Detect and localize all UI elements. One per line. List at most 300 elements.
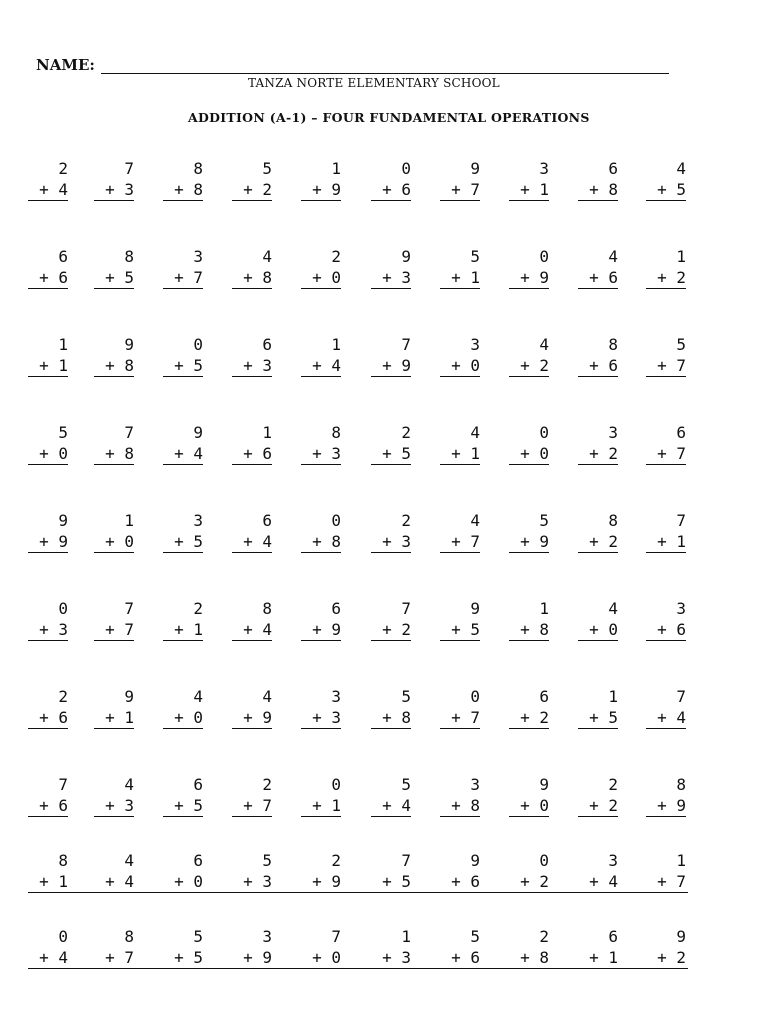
first-addend: 1: [331, 335, 341, 354]
second-addend: + 8: [440, 796, 480, 817]
second-addend: + 9: [509, 268, 549, 289]
second-addend: + 7: [440, 532, 480, 553]
addition-problem: [163, 246, 203, 289]
addition-problem: [28, 598, 68, 641]
addition-problem: [232, 334, 272, 377]
second-addend: + 4: [578, 872, 618, 893]
first-addend: 8: [58, 851, 68, 870]
addition-problem: [28, 926, 68, 969]
first-addend: 3: [193, 247, 203, 266]
first-addend: 2: [539, 927, 549, 946]
first-addend: 6: [262, 335, 272, 354]
addition-problem: [94, 686, 134, 729]
addition-problem: [28, 158, 68, 201]
addition-problem: [163, 158, 203, 201]
second-addend: + 1: [440, 268, 480, 289]
addition-problem: [301, 926, 341, 969]
first-addend: 1: [676, 851, 686, 870]
addition-problem: [232, 926, 272, 969]
second-addend: + 4: [232, 532, 272, 553]
first-addend: 1: [331, 159, 341, 178]
first-addend: 0: [193, 335, 203, 354]
first-addend: 1: [58, 335, 68, 354]
name-label: NAME:: [36, 56, 95, 74]
first-addend: 5: [193, 927, 203, 946]
first-addend: 2: [58, 159, 68, 178]
addition-problem: [646, 598, 686, 641]
second-addend: + 2: [578, 796, 618, 817]
second-addend: + 6: [578, 268, 618, 289]
addition-problem: [163, 774, 203, 817]
first-addend: 2: [331, 247, 341, 266]
first-addend: 8: [676, 775, 686, 794]
addition-problem: [646, 422, 686, 465]
first-addend: 2: [608, 775, 618, 794]
second-addend: + 1: [301, 796, 341, 817]
first-addend: 0: [539, 423, 549, 442]
first-addend: 9: [676, 927, 686, 946]
second-addend: + 7: [646, 872, 686, 893]
first-addend: 9: [401, 247, 411, 266]
second-addend: + 1: [578, 948, 618, 969]
second-addend: + 4: [371, 796, 411, 817]
addition-problem: [440, 926, 480, 969]
second-addend: + 4: [163, 444, 203, 465]
second-addend: + 9: [646, 796, 686, 817]
first-addend: 9: [193, 423, 203, 442]
addition-problem: [301, 510, 341, 553]
addition-problem: [646, 926, 686, 969]
addition-problem: [578, 686, 618, 729]
second-addend: + 3: [301, 444, 341, 465]
first-addend: 0: [58, 927, 68, 946]
addition-problem: [232, 510, 272, 553]
first-addend: 5: [401, 687, 411, 706]
second-addend: + 6: [28, 796, 68, 817]
first-addend: 3: [193, 511, 203, 530]
first-addend: 6: [608, 159, 618, 178]
first-addend: 5: [401, 775, 411, 794]
first-addend: 3: [608, 851, 618, 870]
first-addend: 4: [676, 159, 686, 178]
first-addend: 5: [539, 511, 549, 530]
addition-problem: [301, 158, 341, 201]
first-addend: 2: [193, 599, 203, 618]
second-addend: + 5: [646, 180, 686, 201]
addition-problem: [509, 850, 549, 893]
addition-problem: [232, 158, 272, 201]
second-addend: + 4: [646, 708, 686, 729]
second-addend: + 8: [94, 356, 134, 377]
addition-problem: [232, 686, 272, 729]
addition-problem: [578, 926, 618, 969]
first-addend: 2: [401, 423, 411, 442]
second-addend: + 4: [301, 356, 341, 377]
addition-problem: [163, 850, 203, 893]
addition-problem: [578, 334, 618, 377]
first-addend: 8: [608, 335, 618, 354]
second-addend: + 3: [28, 620, 68, 641]
addition-problem: [94, 850, 134, 893]
first-addend: 1: [262, 423, 272, 442]
second-addend: + 9: [232, 948, 272, 969]
first-addend: 7: [124, 423, 134, 442]
second-addend: + 4: [28, 948, 68, 969]
addition-problem: [232, 598, 272, 641]
first-addend: 2: [401, 511, 411, 530]
first-addend: 7: [331, 927, 341, 946]
second-addend: + 8: [94, 444, 134, 465]
second-addend: + 0: [94, 532, 134, 553]
first-addend: 1: [608, 687, 618, 706]
addition-problem: [646, 774, 686, 817]
first-addend: 1: [539, 599, 549, 618]
second-addend: + 5: [371, 872, 411, 893]
first-addend: 0: [331, 511, 341, 530]
addition-problem: [578, 598, 618, 641]
second-addend: + 0: [509, 444, 549, 465]
second-addend: + 5: [163, 532, 203, 553]
first-addend: 7: [401, 335, 411, 354]
second-addend: + 3: [94, 796, 134, 817]
second-addend: + 9: [28, 532, 68, 553]
second-addend: + 3: [301, 708, 341, 729]
addition-problem: [440, 774, 480, 817]
first-addend: 7: [676, 687, 686, 706]
addition-problem: [163, 422, 203, 465]
addition-problem: [440, 598, 480, 641]
second-addend: + 8: [163, 180, 203, 201]
second-addend: + 5: [163, 356, 203, 377]
second-addend: + 6: [232, 444, 272, 465]
addition-problem: [440, 850, 480, 893]
second-addend: + 8: [232, 268, 272, 289]
second-addend: + 2: [232, 180, 272, 201]
first-addend: 6: [193, 775, 203, 794]
first-addend: 7: [124, 599, 134, 618]
addition-problem: [371, 686, 411, 729]
addition-problem: [371, 158, 411, 201]
addition-problem: [94, 510, 134, 553]
addition-problem: [94, 158, 134, 201]
addition-problem: [301, 334, 341, 377]
first-addend: 0: [58, 599, 68, 618]
addition-problem: [301, 774, 341, 817]
first-addend: 5: [262, 851, 272, 870]
second-addend: + 0: [28, 444, 68, 465]
first-addend: 8: [608, 511, 618, 530]
addition-problem: [440, 246, 480, 289]
addition-problem: [94, 246, 134, 289]
first-addend: 4: [124, 775, 134, 794]
addition-problem: [578, 510, 618, 553]
addition-problem: [28, 686, 68, 729]
first-addend: 1: [676, 247, 686, 266]
first-addend: 0: [401, 159, 411, 178]
second-addend: + 8: [509, 948, 549, 969]
second-addend: + 7: [646, 444, 686, 465]
addition-problem: [509, 246, 549, 289]
addition-problem: [578, 774, 618, 817]
second-addend: + 4: [28, 180, 68, 201]
second-addend: + 6: [28, 708, 68, 729]
second-addend: + 8: [371, 708, 411, 729]
first-addend: 4: [608, 599, 618, 618]
addition-problem: [509, 422, 549, 465]
first-addend: 3: [676, 599, 686, 618]
second-addend: + 0: [163, 872, 203, 893]
addition-problem: [232, 774, 272, 817]
second-addend: + 7: [440, 180, 480, 201]
addition-problem: [371, 422, 411, 465]
addition-problem: [440, 686, 480, 729]
second-addend: + 7: [94, 620, 134, 641]
second-addend: + 7: [440, 708, 480, 729]
addition-problem: [509, 334, 549, 377]
addition-problem: [94, 334, 134, 377]
addition-problem: [509, 158, 549, 201]
worksheet-title: ADDITION (A-1) – FOUR FUNDAMENTAL OPERATIONS: [188, 110, 590, 125]
first-addend: 6: [608, 927, 618, 946]
first-addend: 7: [401, 851, 411, 870]
first-addend: 2: [262, 775, 272, 794]
second-addend: + 3: [94, 180, 134, 201]
first-addend: 8: [262, 599, 272, 618]
first-addend: 6: [539, 687, 549, 706]
row-answer-line: [36, 892, 688, 893]
first-addend: 7: [401, 599, 411, 618]
second-addend: + 0: [509, 796, 549, 817]
addition-problem: [440, 510, 480, 553]
addition-problem: [578, 246, 618, 289]
addition-problem: [509, 926, 549, 969]
addition-problem: [646, 686, 686, 729]
second-addend: + 1: [440, 444, 480, 465]
first-addend: 4: [539, 335, 549, 354]
first-addend: 6: [58, 247, 68, 266]
first-addend: 5: [262, 159, 272, 178]
first-addend: 4: [262, 247, 272, 266]
addition-problem: [440, 422, 480, 465]
second-addend: + 9: [301, 180, 341, 201]
addition-problem: [646, 158, 686, 201]
addition-problem: [509, 510, 549, 553]
second-addend: + 9: [509, 532, 549, 553]
second-addend: + 6: [440, 948, 480, 969]
second-addend: + 2: [509, 356, 549, 377]
second-addend: + 5: [371, 444, 411, 465]
addition-problem: [163, 598, 203, 641]
second-addend: + 0: [163, 708, 203, 729]
second-addend: + 0: [578, 620, 618, 641]
addition-problem: [440, 334, 480, 377]
addition-problem: [301, 246, 341, 289]
second-addend: + 5: [163, 948, 203, 969]
second-addend: + 9: [301, 872, 341, 893]
first-addend: 0: [539, 247, 549, 266]
first-addend: 2: [58, 687, 68, 706]
second-addend: + 3: [371, 532, 411, 553]
first-addend: 3: [331, 687, 341, 706]
first-addend: 6: [331, 599, 341, 618]
addition-problem: [163, 686, 203, 729]
second-addend: + 4: [94, 872, 134, 893]
addition-problem: [578, 422, 618, 465]
second-addend: + 5: [440, 620, 480, 641]
second-addend: + 6: [440, 872, 480, 893]
first-addend: 8: [193, 159, 203, 178]
addition-problem: [371, 246, 411, 289]
addition-problem: [301, 850, 341, 893]
second-addend: + 2: [371, 620, 411, 641]
first-addend: 5: [58, 423, 68, 442]
second-addend: + 6: [578, 356, 618, 377]
addition-problem: [28, 774, 68, 817]
addition-problem: [28, 246, 68, 289]
addition-problem: [163, 334, 203, 377]
first-addend: 3: [470, 335, 480, 354]
second-addend: + 8: [509, 620, 549, 641]
second-addend: + 3: [232, 872, 272, 893]
second-addend: + 8: [301, 532, 341, 553]
addition-problem: [646, 334, 686, 377]
first-addend: 0: [470, 687, 480, 706]
row-answer-line: [36, 968, 688, 969]
first-addend: 4: [193, 687, 203, 706]
first-addend: 9: [58, 511, 68, 530]
first-addend: 8: [124, 927, 134, 946]
addition-problem: [440, 158, 480, 201]
first-addend: 4: [262, 687, 272, 706]
second-addend: + 2: [509, 708, 549, 729]
second-addend: + 3: [371, 948, 411, 969]
second-addend: + 5: [163, 796, 203, 817]
addition-problem: [509, 774, 549, 817]
addition-problem: [163, 510, 203, 553]
addition-problem: [28, 510, 68, 553]
first-addend: 5: [470, 927, 480, 946]
second-addend: + 7: [646, 356, 686, 377]
first-addend: 4: [608, 247, 618, 266]
first-addend: 9: [470, 159, 480, 178]
addition-problem: [371, 334, 411, 377]
addition-problem: [28, 334, 68, 377]
second-addend: + 2: [578, 532, 618, 553]
addition-problem: [301, 686, 341, 729]
first-addend: 7: [124, 159, 134, 178]
addition-problem: [371, 926, 411, 969]
second-addend: + 8: [578, 180, 618, 201]
second-addend: + 1: [28, 356, 68, 377]
first-addend: 4: [470, 511, 480, 530]
second-addend: + 5: [578, 708, 618, 729]
second-addend: + 9: [371, 356, 411, 377]
addition-problem: [301, 422, 341, 465]
second-addend: + 1: [163, 620, 203, 641]
addition-problem: [232, 246, 272, 289]
addition-problem: [94, 774, 134, 817]
second-addend: + 9: [232, 708, 272, 729]
addition-problem: [371, 774, 411, 817]
addition-problem: [371, 510, 411, 553]
first-addend: 3: [470, 775, 480, 794]
addition-problem: [578, 158, 618, 201]
first-addend: 7: [58, 775, 68, 794]
second-addend: + 1: [94, 708, 134, 729]
first-addend: 6: [262, 511, 272, 530]
first-addend: 9: [539, 775, 549, 794]
second-addend: + 7: [94, 948, 134, 969]
first-addend: 3: [539, 159, 549, 178]
second-addend: + 9: [301, 620, 341, 641]
first-addend: 8: [124, 247, 134, 266]
second-addend: + 6: [28, 268, 68, 289]
first-addend: 1: [401, 927, 411, 946]
first-addend: 5: [676, 335, 686, 354]
addition-problem: [509, 686, 549, 729]
second-addend: + 2: [646, 268, 686, 289]
first-addend: 3: [608, 423, 618, 442]
first-addend: 9: [124, 687, 134, 706]
first-addend: 6: [193, 851, 203, 870]
second-addend: + 0: [301, 268, 341, 289]
addition-problem: [94, 422, 134, 465]
second-addend: + 1: [509, 180, 549, 201]
addition-problem: [28, 422, 68, 465]
addition-problem: [94, 598, 134, 641]
first-addend: 9: [124, 335, 134, 354]
addition-problem: [646, 850, 686, 893]
addition-problem: [94, 926, 134, 969]
addition-problem: [646, 246, 686, 289]
second-addend: + 2: [646, 948, 686, 969]
addition-problem: [371, 598, 411, 641]
addition-problem: [163, 926, 203, 969]
second-addend: + 5: [94, 268, 134, 289]
first-addend: 0: [539, 851, 549, 870]
first-addend: 4: [124, 851, 134, 870]
first-addend: 1: [124, 511, 134, 530]
second-addend: + 1: [28, 872, 68, 893]
second-addend: + 4: [232, 620, 272, 641]
second-addend: + 0: [440, 356, 480, 377]
first-addend: 5: [470, 247, 480, 266]
first-addend: 9: [470, 851, 480, 870]
first-addend: 7: [676, 511, 686, 530]
second-addend: + 7: [232, 796, 272, 817]
second-addend: + 3: [232, 356, 272, 377]
first-addend: 8: [331, 423, 341, 442]
first-addend: 3: [262, 927, 272, 946]
first-addend: 4: [470, 423, 480, 442]
second-addend: + 1: [646, 532, 686, 553]
addition-problem: [578, 850, 618, 893]
addition-problem: [371, 850, 411, 893]
first-addend: 0: [331, 775, 341, 794]
addition-problem: [646, 510, 686, 553]
school-name: TANZA NORTE ELEMENTARY SCHOOL: [248, 76, 500, 90]
first-addend: 6: [676, 423, 686, 442]
first-addend: 9: [470, 599, 480, 618]
second-addend: + 6: [646, 620, 686, 641]
second-addend: + 2: [578, 444, 618, 465]
first-addend: 2: [331, 851, 341, 870]
second-addend: + 3: [371, 268, 411, 289]
second-addend: + 0: [301, 948, 341, 969]
addition-problem: [232, 850, 272, 893]
addition-problem: [509, 598, 549, 641]
addition-problem: [301, 598, 341, 641]
